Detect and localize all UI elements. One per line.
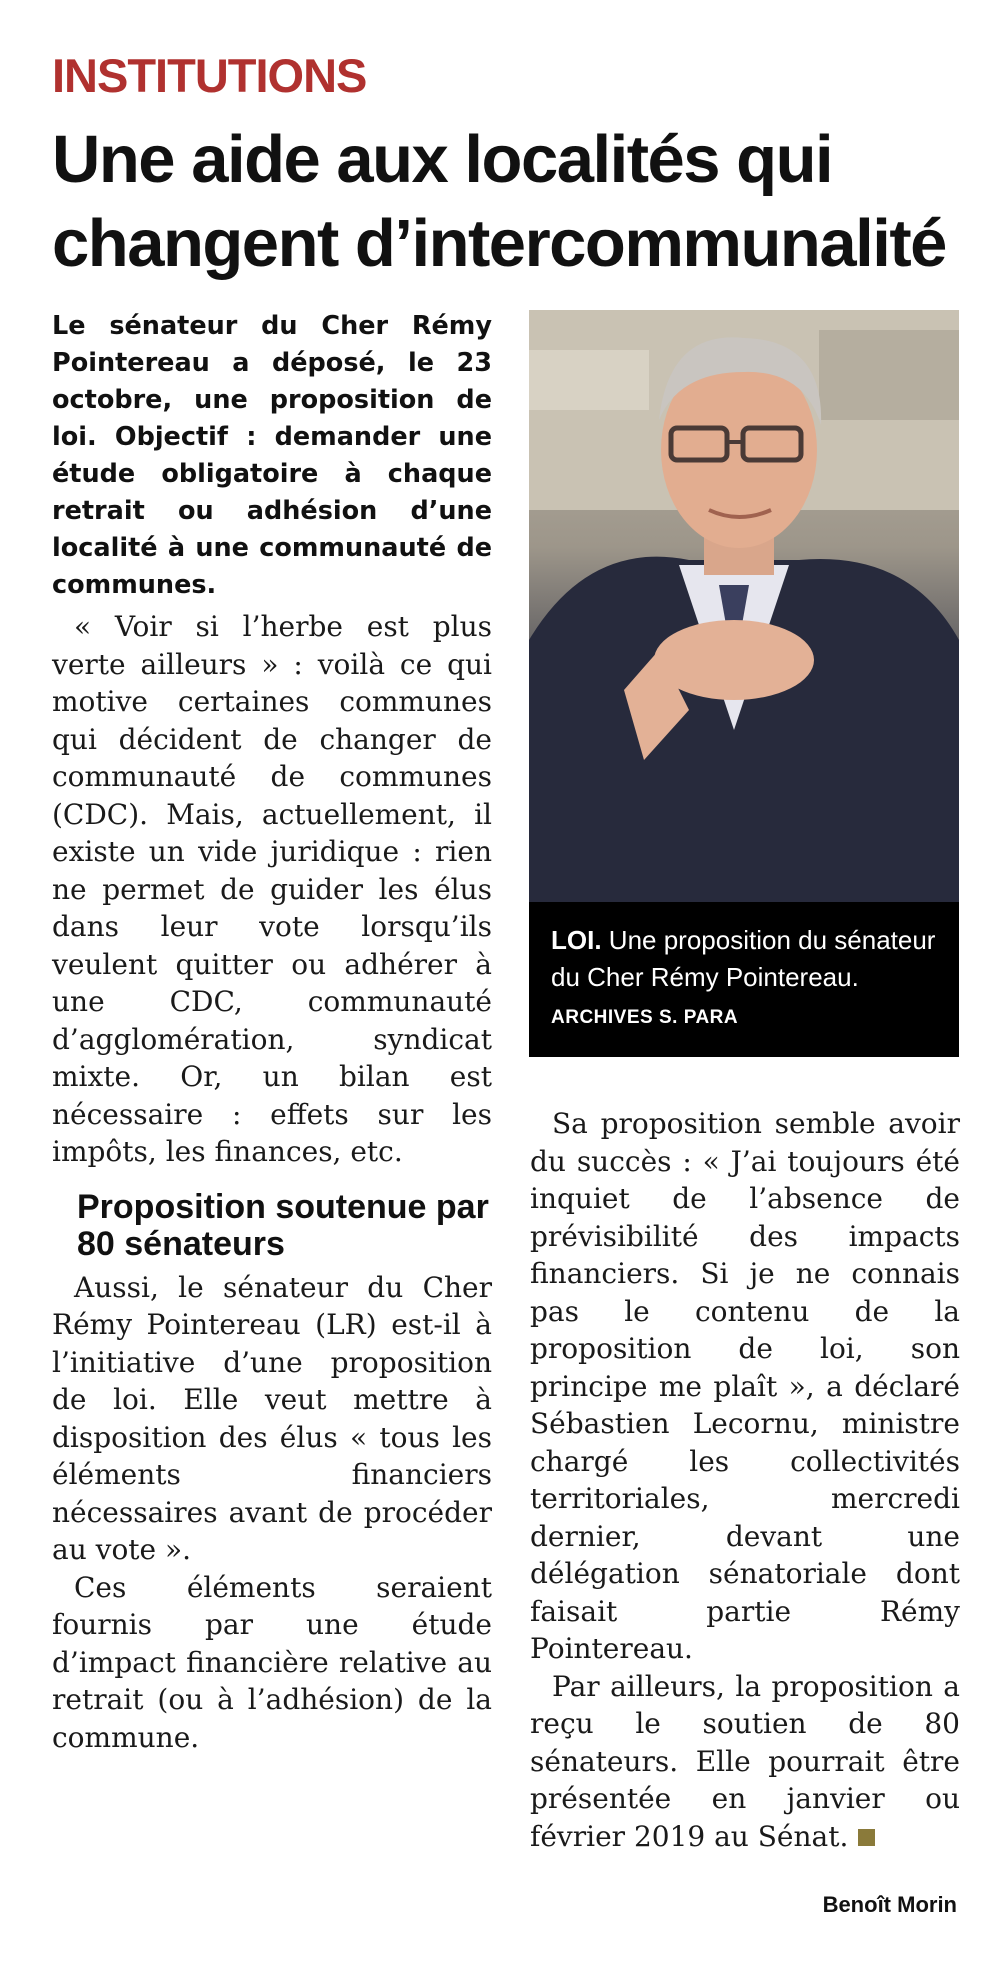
body-paragraph: Ces éléments seraient fournis par une étude d’impact financière relative au retrait (ou à l’adhésion) de la commune. bbox=[52, 1570, 492, 1754]
subheading: Proposition soutenue par 80 sénateurs bbox=[77, 1187, 489, 1263]
body-paragraph bbox=[530, 1668, 960, 1856]
caption-text: Une proposition du sénateur du Cher Rémy Pointereau. bbox=[551, 925, 936, 992]
end-mark-icon bbox=[858, 1829, 875, 1846]
photo-credit: ARCHIVES S. PARA bbox=[551, 1007, 739, 1028]
headline: Une aide aux localités qui changent d’intercommunalité bbox=[52, 122, 946, 281]
caption-lead: LOI. bbox=[551, 925, 602, 955]
lead-paragraph: Le sénateur du Cher Rémy Pointereau a déposé, le 23 octobre, une proposition de loi. Objectif : demander une étude obligatoire à chaque retrait ou adhésion d’une localité à une communauté de communes. bbox=[52, 311, 492, 600]
section-rubric: INSTITUTIONS bbox=[52, 49, 367, 102]
author-signature: Benoît Morin bbox=[822, 1892, 957, 1917]
portrait-illustration bbox=[529, 310, 959, 902]
photo-caption bbox=[529, 902, 959, 1057]
left-column bbox=[52, 308, 492, 1756]
body-text: Par ailleurs, la proposition a reçu le soutien de 80 sénateurs. Elle pourrait être présentée en janvier ou février 2019 au Sénat. bbox=[530, 1669, 960, 1853]
body-paragraph: Aussi, le sénateur du Cher Rémy Pointereau (LR) est-il à l’initiative d’une proposition de loi. Elle veut mettre à disposition des élus « tous les éléments financiers nécessaires avant de procéder au vote ». bbox=[52, 1270, 492, 1566]
right-column bbox=[530, 1105, 960, 1855]
body-paragraph: « Voir si l’herbe est plus verte ailleurs » : voilà ce qui motive certaines communes qui décident de changer de communauté de communes (CDC). Mais, actuellement, il existe un vide juridique : rien ne permet de guider les élus dans leur vote lorsqu’ils veulent quitter ou adhérer à une CDC, communauté d’agglomération, syndicat mixte. Or, un bilan est nécessaire : effets sur les impôts, les finances, etc. bbox=[52, 610, 492, 1168]
senator-photo bbox=[529, 310, 959, 902]
body-paragraph: Sa proposition semble avoir du succès : « J’ai toujours été inquiet de l’absence de prévisibilité des impacts financiers. Si je ne connais pas le contenu de la proposition de loi, son principe me plaît », a déclaré Sébastien Lecornu, ministre chargé les collectivités territoriales, mercredi dernier, devant une délégation sénatoriale dont faisait partie Rémy Pointereau. bbox=[530, 1107, 960, 1665]
